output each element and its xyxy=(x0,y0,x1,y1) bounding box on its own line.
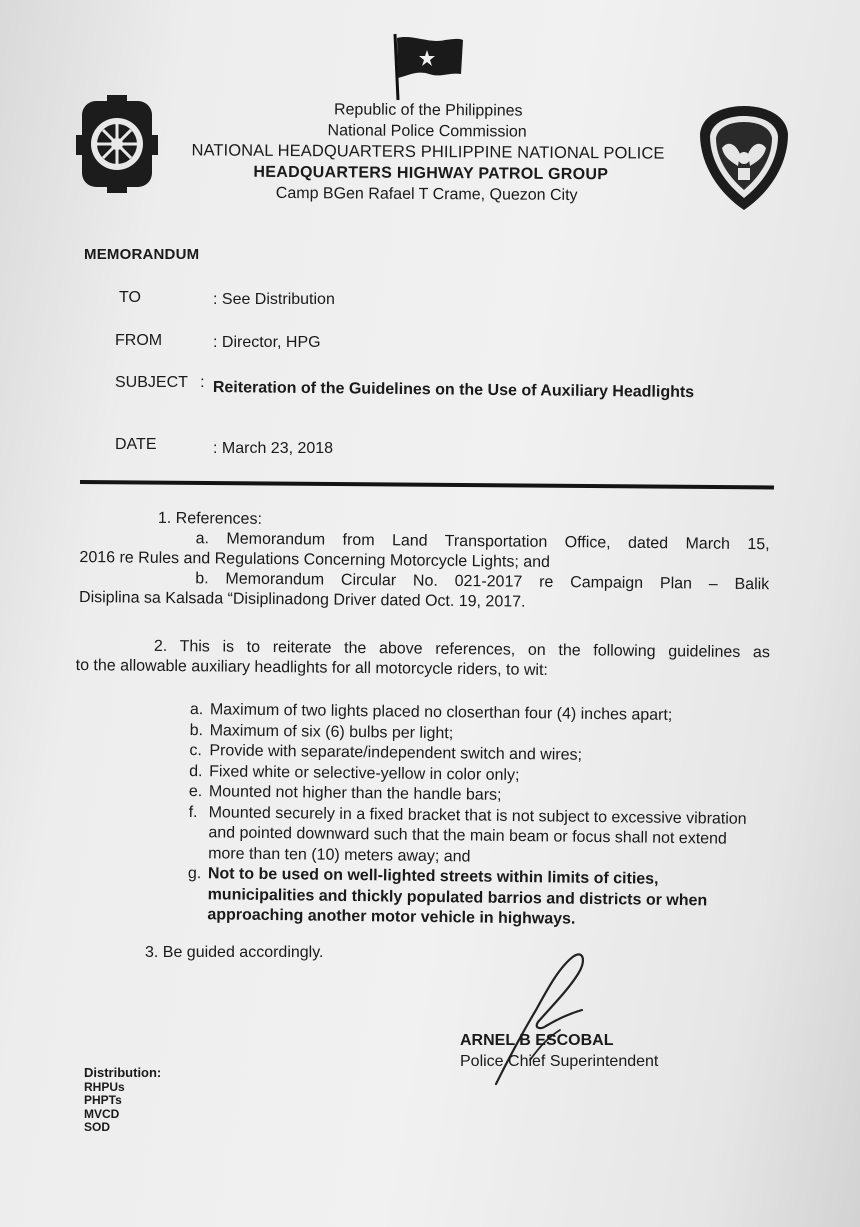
list-text: Provide with separate/independent switch and wires; xyxy=(209,742,583,764)
signatory-title: Police Chief Superintendent xyxy=(460,1053,659,1070)
distribution-heading: Distribution: xyxy=(84,1065,162,1080)
subject-label xyxy=(115,374,205,392)
list-marker: b. xyxy=(189,721,204,739)
date-label: DATE xyxy=(115,436,157,453)
list-text: Maximum of two lights placed no closerthan four (4) inches apart; xyxy=(209,701,673,724)
list-marker: g. xyxy=(187,864,202,883)
letterhead xyxy=(0,97,860,208)
distribution-item: MVCD xyxy=(84,1106,120,1121)
from-value: : Director, HPG xyxy=(213,334,321,351)
reiteration-line-1: 2. This is to reiterate the above references, on the following guidelines as xyxy=(153,637,770,662)
list-text: Fixed white or selective-yellow in color only; xyxy=(209,762,520,784)
reference-a-line-2: 2016 re Rules and Regulations Concerning Motorcycle Lights; and xyxy=(79,548,551,571)
header-line-2: National Police Commission xyxy=(327,122,527,141)
list-text: Not to be used on well-lighted streets within limits of cities, municipalities and thickly populated barrios and districts or when approaching another motor vehicle in highways. xyxy=(207,865,708,928)
from-label: FROM xyxy=(115,332,163,349)
list-marker: a. xyxy=(189,700,204,719)
reiteration-line-2: to the allowable auxiliary headlights for all motorcycle riders, to wit: xyxy=(75,656,548,679)
paragraph-references xyxy=(79,508,770,615)
reference-a-line-1: a. Memorandum from Land Transportation Office, dated March 15, xyxy=(195,530,770,554)
header-divider xyxy=(80,480,774,489)
list-marker: c. xyxy=(189,741,202,760)
paragraph-closing: 3. Be guided accordingly. xyxy=(145,944,324,961)
subject-label-text: SUBJECT xyxy=(115,374,188,391)
memo-title: MEMORANDUM xyxy=(84,246,200,263)
reference-b-line-2: Disiplina sa Kalsada “Disiplinadong Driver dated Oct. 19, 2017. xyxy=(78,588,526,611)
date-value: : March 23, 2018 xyxy=(213,440,334,457)
subject-value: Reiteration of the Guidelines on the Use of Auxiliary Headlights xyxy=(212,378,695,402)
distribution-item: RHPUs xyxy=(84,1079,125,1094)
list-marker: f. xyxy=(188,803,198,821)
to-label: TO xyxy=(119,289,141,306)
header-line-1: Republic of the Philippines xyxy=(333,101,523,120)
header-line-4: HEADQUARTERS HIGHWAY PATROL GROUP xyxy=(253,163,609,184)
header-line-5: Camp BGen Rafael T Crame, Quezon City xyxy=(275,184,578,205)
to-value: : See Distribution xyxy=(213,291,335,308)
distribution-item: SOD xyxy=(84,1120,111,1134)
references-heading: 1. References: xyxy=(157,509,263,528)
subject-colon: : xyxy=(200,374,205,391)
list-marker: d. xyxy=(189,762,203,780)
reference-b-line-1: b. Memorandum Circular No. 021-2017 re Campaign Plan – Balik xyxy=(195,570,770,594)
distribution-item: PHPTs xyxy=(84,1093,122,1107)
flag-icon xyxy=(383,30,469,102)
list-text: Mounted not higher than the handle bars; xyxy=(208,783,502,804)
guidelines-list xyxy=(187,700,750,932)
list-item xyxy=(187,864,748,932)
list-text: Mounted securely in a fixed bracket that is not subject to excessive vibration and pointed downward such that the main beam or focus shall not extend more than ten (10) meters away; and xyxy=(208,803,747,865)
list-item xyxy=(188,802,749,870)
distribution-block xyxy=(84,1066,161,1135)
list-marker: e. xyxy=(188,782,203,801)
header-line-3: NATIONAL HEADQUARTERS PHILIPPINE NATIONAL POLICE xyxy=(191,141,665,163)
signatory-name: ARNEL B ESCOBAL xyxy=(460,1032,614,1049)
list-text: Maximum of six (6) bulbs per light; xyxy=(209,721,454,742)
paragraph-reiteration xyxy=(76,636,770,683)
